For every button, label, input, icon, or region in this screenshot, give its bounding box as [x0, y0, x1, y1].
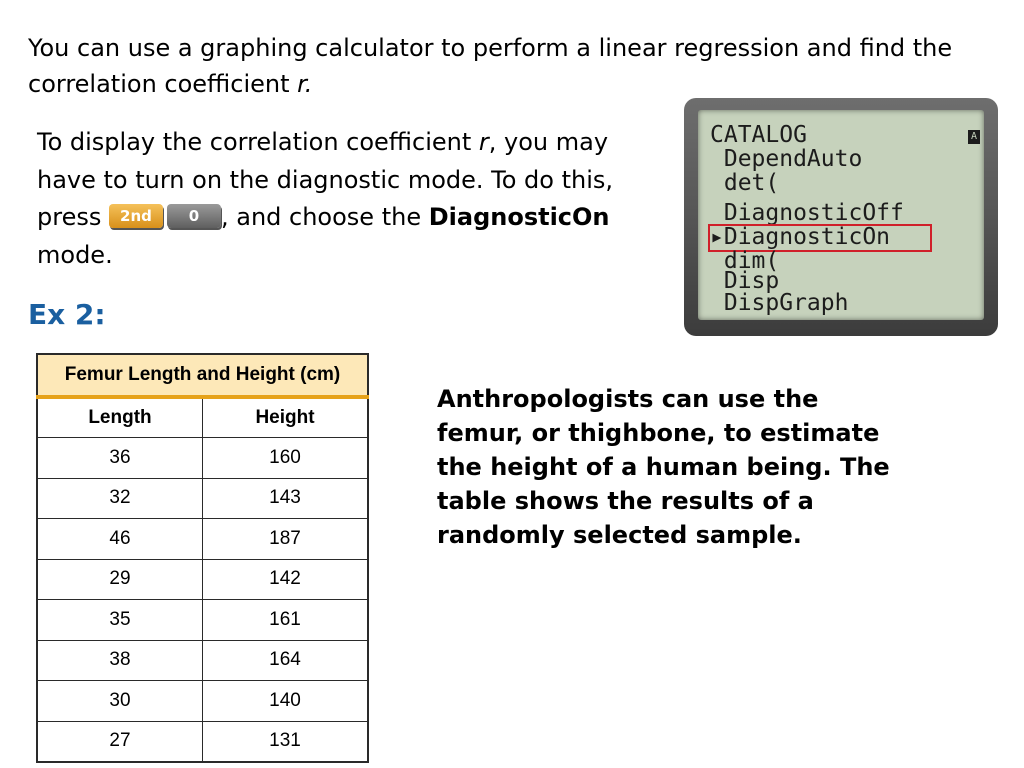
column-header-length: Length — [37, 397, 203, 438]
table-row — [37, 681, 368, 722]
intro-text: You can use a graphing calculator to perform a linear regression and find the correlation coefficient — [28, 34, 953, 98]
instr-mode-name: DiagnosticOn — [428, 203, 610, 231]
table-row — [37, 640, 368, 681]
height-cell: 131 — [203, 721, 369, 762]
2nd-key-button: 2nd — [109, 204, 163, 228]
height-cell: 140 — [203, 681, 369, 722]
catalog-item: Disp — [710, 268, 780, 294]
table-row — [37, 478, 368, 519]
table-row — [37, 600, 368, 641]
length-cell: 46 — [37, 519, 203, 560]
length-cell: 36 — [37, 438, 203, 479]
example-label: Ex 2: — [28, 298, 106, 331]
instr-text-3: , and choose the — [220, 203, 429, 231]
catalog-item: DispGraph — [710, 290, 849, 316]
catalog-item: DiagnosticOff — [710, 200, 904, 226]
height-cell: 160 — [203, 438, 369, 479]
calculator-screen — [698, 110, 984, 320]
instr-variable: r — [478, 128, 489, 156]
length-cell: 38 — [37, 640, 203, 681]
instr-text-4: mode. — [37, 240, 113, 269]
height-cell: 187 — [203, 519, 369, 560]
length-cell: 35 — [37, 600, 203, 641]
description-paragraph: Anthropologists can use the femur, or thighbone, to estimate the height of a human being. The table shows the results of a randomly selected sample. — [437, 385, 890, 549]
catalog-item: DependAuto — [710, 146, 863, 172]
table-row — [37, 519, 368, 560]
catalog-item: det( — [710, 170, 780, 196]
catalog-title: CATALOG — [710, 122, 807, 148]
instr-text-2: , you may have to turn on the diagnostic mode. To do this, press — [37, 128, 614, 231]
length-cell: 32 — [37, 478, 203, 519]
length-cell: 27 — [37, 721, 203, 762]
zero-key-button: 0 — [167, 204, 221, 228]
intro-paragraph — [28, 30, 988, 102]
length-cell: 29 — [37, 559, 203, 600]
height-cell: 164 — [203, 640, 369, 681]
femur-height-table — [36, 353, 369, 763]
instructions-paragraph — [37, 124, 657, 274]
table-row — [37, 559, 368, 600]
calculator-screenshot — [684, 98, 998, 336]
table-title: Femur Length and Height (cm) — [37, 354, 368, 397]
catalog-item: dim( — [710, 248, 780, 274]
alpha-indicator: A — [968, 130, 980, 144]
height-cell: 142 — [203, 559, 369, 600]
height-cell: 143 — [203, 478, 369, 519]
table-row — [37, 438, 368, 479]
catalog-item-selected: ▸DiagnosticOn — [710, 224, 891, 250]
length-cell: 30 — [37, 681, 203, 722]
instr-text-1: To display the correlation coefficient — [37, 128, 479, 156]
intro-variable: r. — [297, 70, 313, 98]
column-header-height: Height — [203, 397, 369, 438]
table-row — [37, 721, 368, 762]
height-cell: 161 — [203, 600, 369, 641]
